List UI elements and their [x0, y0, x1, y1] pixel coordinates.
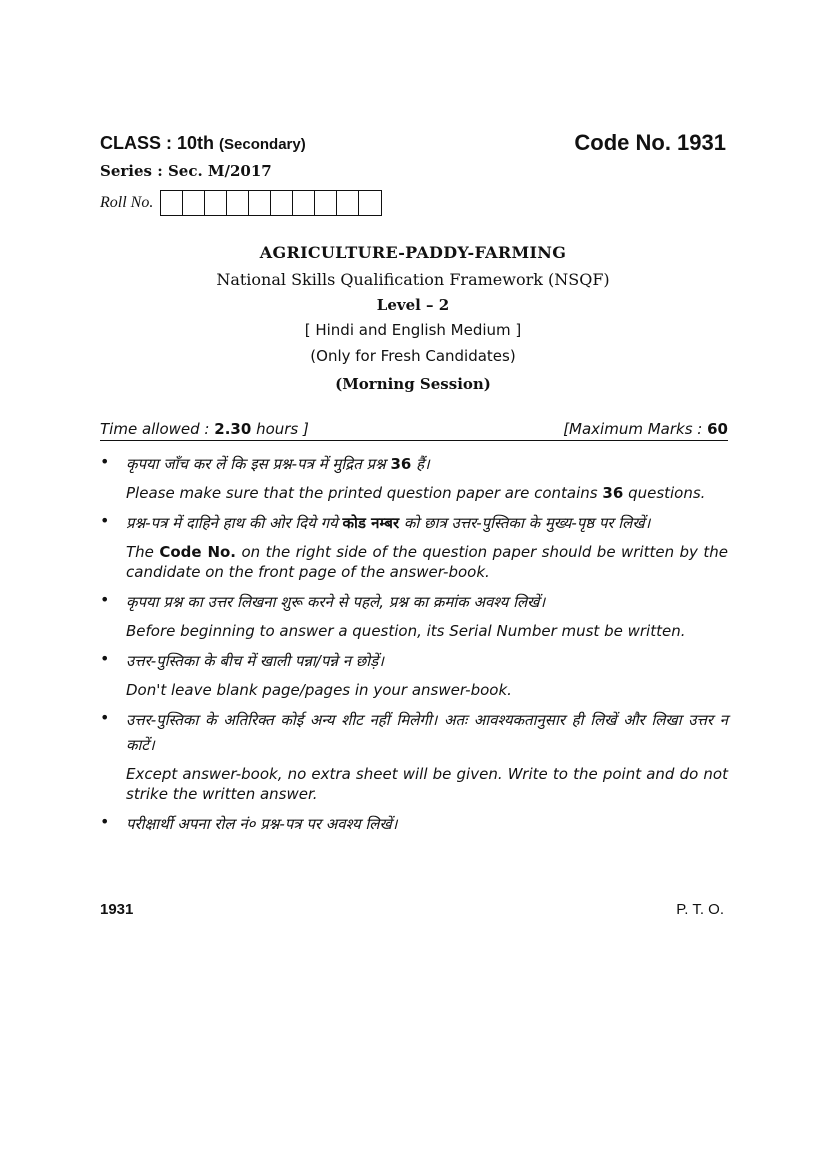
instruction-english: Before beginning to answer a question, its Serial Number must be written. — [126, 622, 686, 640]
candidates-label: (Only for Fresh Candidates) — [310, 347, 516, 365]
subject-title: AGRICULTURE-PADDY-FARMING — [259, 243, 567, 262]
instruction-english: Except answer-book, no extra sheet will be given. Write to the point and do not strike the written answer. — [126, 765, 728, 803]
footer-code: 1931 — [100, 901, 134, 918]
time-label: Time allowed : — [100, 420, 210, 438]
roll-number-box — [337, 191, 359, 215]
footer-pto: P. T. O. — [676, 901, 724, 918]
level-label: Level – 2 — [376, 296, 450, 314]
instruction-hindi: कृपया प्रश्न का उत्तर लिखना शुरू करने से पहले, प्रश्न का क्रमांक अवश्य लिखें। — [126, 593, 546, 611]
bullet-icon: • — [100, 452, 110, 471]
marks-value: 60 — [707, 420, 728, 438]
time-allowed — [100, 420, 309, 438]
roll-number-box — [183, 191, 205, 215]
instruction-hindi: उत्तर-पुस्तिका के बीच में खाली पन्ना/पन्ने न छोड़ें। — [126, 652, 384, 670]
instruction-hindi: परीक्षार्थी अपना रोल नं० प्रश्न-पत्र पर अवश्य लिखें। — [126, 815, 398, 833]
medium-label: [ Hindi and English Medium ] — [304, 321, 522, 339]
roll-number-box — [359, 191, 381, 215]
session-label: (Morning Session) — [335, 375, 491, 393]
bullet-icon: • — [100, 511, 110, 530]
roll-number-box — [293, 191, 315, 215]
instruction-hindi: कृपया जाँच कर लें कि इस प्रश्न-पत्र में मुद्रित प्रश्न 36 हैं। — [126, 455, 430, 473]
roll-number-row — [100, 190, 382, 216]
instruction-item — [100, 590, 728, 641]
roll-number-box — [161, 191, 183, 215]
instruction-english: The Code No. on the right side of the question paper should be written by the candidate on the front page of the answer-book. — [126, 543, 728, 581]
instruction-item — [100, 812, 728, 837]
roll-number-boxes — [160, 190, 382, 216]
marks-label: [Maximum Marks : — [563, 420, 703, 438]
instruction-item — [100, 708, 728, 804]
framework-title: National Skills Qualification Framework (NSQF) — [216, 270, 610, 289]
class-heading — [100, 133, 306, 154]
roll-number-box — [249, 191, 271, 215]
bullet-icon: • — [100, 812, 110, 831]
instruction-english: Don't leave blank page/pages in your answer-book. — [126, 681, 512, 699]
instruction-item — [100, 511, 728, 582]
instruction-hindi: प्रश्न-पत्र में दाहिने हाथ की ओर दिये गये कोड नम्बर को छात्र उत्तर-पुस्तिका के मुख्य-पृष्ठ पर लिखें। — [126, 514, 651, 532]
instruction-english: Please make sure that the printed question paper are contains 36 questions. — [126, 484, 706, 502]
instruction-item — [100, 649, 728, 700]
instructions-list — [100, 452, 728, 845]
bullet-icon: • — [100, 708, 110, 727]
time-marks-row — [100, 420, 728, 441]
roll-number-box — [315, 191, 337, 215]
time-value: 2.30 — [214, 420, 252, 438]
instruction-item — [100, 452, 728, 503]
roll-number-box — [271, 191, 293, 215]
time-unit: hours ] — [256, 420, 309, 438]
class-label: CLASS : 10th — [100, 133, 215, 153]
roll-number-label: Roll No. — [100, 194, 154, 211]
bullet-icon: • — [100, 649, 110, 668]
series-label: Series : Sec. M/2017 — [100, 162, 272, 180]
roll-number-box — [227, 191, 249, 215]
code-number: Code No. 1931 — [574, 130, 726, 155]
instruction-hindi: उत्तर-पुस्तिका के अतिरिक्त कोई अन्य शीट नहीं मिलेगी। अतः आवश्यकतानुसार ही लिखें और लिखा उत्तर न काटें। — [126, 711, 728, 754]
roll-number-box — [205, 191, 227, 215]
maximum-marks — [563, 420, 728, 438]
class-sub-label: (Secondary) — [219, 136, 306, 153]
bullet-icon: • — [100, 590, 110, 609]
